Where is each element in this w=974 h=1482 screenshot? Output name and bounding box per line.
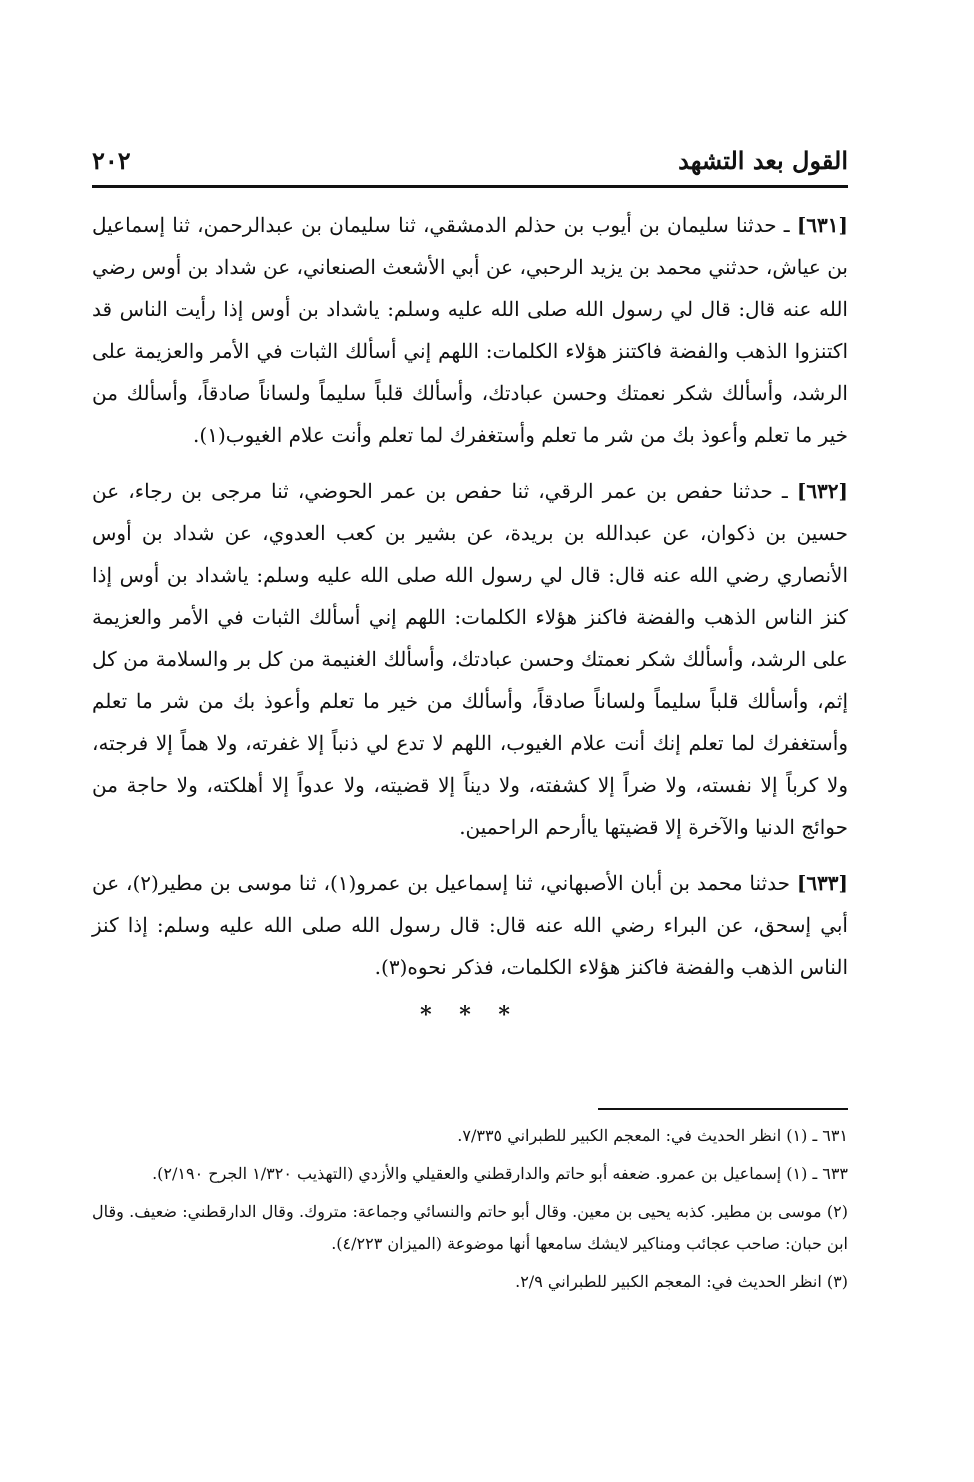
- page-number: ٢٠٢: [92, 145, 131, 175]
- running-header: [92, 140, 848, 180]
- header-rule: [92, 185, 848, 188]
- hadith-number: [٦٣٢]: [796, 479, 849, 503]
- running-title: القول بعد التشهد: [678, 145, 848, 175]
- hadith-text: حدثنا محمد بن أبان الأصبهاني، ثنا إسماعيل بن عمرو(١)، ثنا موسى بن مطير(٢)، عن أبي إسحق، عن البراء رضي الله عنه قال: قال رسول الله صلى الله عليه وسلم: إذا كنز الناس الذهب والفضة فاكنز هؤلاء الكلمات، فذكر نحوه(٣).: [92, 871, 848, 979]
- footnotes: [92, 1120, 848, 1304]
- footnote: (٣) انظر الحديث في: المعجم الكبير للطبراني ٢/٩.: [515, 1272, 848, 1291]
- footnote: (٢) موسى بن مطير. كذبه يحيى بن معين. وقال أبو حاتم والنسائي وجماعة: متروك. وقال الدارقطني: ضعيف. وقال ابن حبان: صاحب عجائب ومناكير لايشك سامعها أنها موضوعة (الميزان ٤/٢٢٣).: [92, 1202, 848, 1253]
- hadith-633: [92, 862, 848, 988]
- footnote: ٦٣٣ ـ (١) إسماعيل بن عمرو. ضعفه أبو حاتم والدارقطني والعقيلي والأزدي (التهذيب ١/٣٢٠ الجرح ٢/١٩٠).: [152, 1164, 848, 1183]
- hadith-632: [92, 470, 848, 848]
- hadith-number: [٦٣٣]: [796, 871, 849, 895]
- footnote-rule: [598, 1108, 848, 1110]
- hadith-text: ـ حدثنا سليمان بن أيوب بن حذلم الدمشقي، ثنا سليمان بن عبدالرحمن، ثنا إسماعيل بن عياش، حدثني محمد بن يزيد الرحبي، عن أبي الأشعث الصنعاني، عن شداد بن أوس رضي الله عنه قال: قال لي رسول الله صلى الله عليه وسلم: ياشداد بن أوس إذا رأيت الناس قد اكتنزوا الذهب والفضة فاكتنز هؤلاء الكلمات: اللهم إني أسألك الثبات في الأمر والعزيمة على الرشد، وأسألك شكر نعمتك وحسن عبادتك، وأسألك قلباً سليماً ولساناً صادقاً، وأسألك من خير ما تعلم وأعوذ بك من شر ما تعلم وأستغفرك لما تعلم وأنت علام الغيوب(١).: [92, 213, 849, 447]
- footnote: ٦٣١ ـ (١) انظر الحديث في: المعجم الكبير للطبراني ٧/٣٣٥.: [457, 1126, 848, 1145]
- hadith-631: [92, 204, 848, 456]
- main-text: [92, 204, 848, 1028]
- section-separator: * * *: [420, 1002, 520, 1028]
- hadith-number: [٦٣١]: [796, 213, 848, 237]
- hadith-text: ـ حدثنا حفص بن عمر الرقي، ثنا حفص بن عمر الحوضي، ثنا مرجى بن رجاء، عن حسين بن ذكوان، عن عبدالله بن بريدة، عن بشير بن كعب العدوي، عن شداد بن أوس الأنصاري رضي الله عنه قال: قال لي رسول الله صلى الله عليه وسلم: ياشداد بن أوس إذا كنز الناس الذهب والفضة فاكنز هؤلاء الكلمات: اللهم إني أسألك الثبات في الأمر والعزيمة على الرشد، وأسألك شكر نعمتك وحسن عبادتك، وأسألك الغنيمة من كل بر والسلامة من كل إثم، وأسألك قلباً سليماً ولساناً صادقاً، وأسألك من خير ما تعلم وأعوذ بك من شر ما تعلم وأستغفرك لما تعلم إنك أنت علام الغيوب، اللهم لا تدع لي ذنباً إلا غفرته، ولا هماً إلا فرجته، ولا كرباً إلا نفسته، ولا ضراً إلا كشفته، ولا ديناً إلا قضيته، ولا عدواً إلا أهلكته، ولا حاجة من حوائج الدنيا والآخرة إلا قضيتها ياأرحم الراحمين.: [92, 479, 848, 839]
